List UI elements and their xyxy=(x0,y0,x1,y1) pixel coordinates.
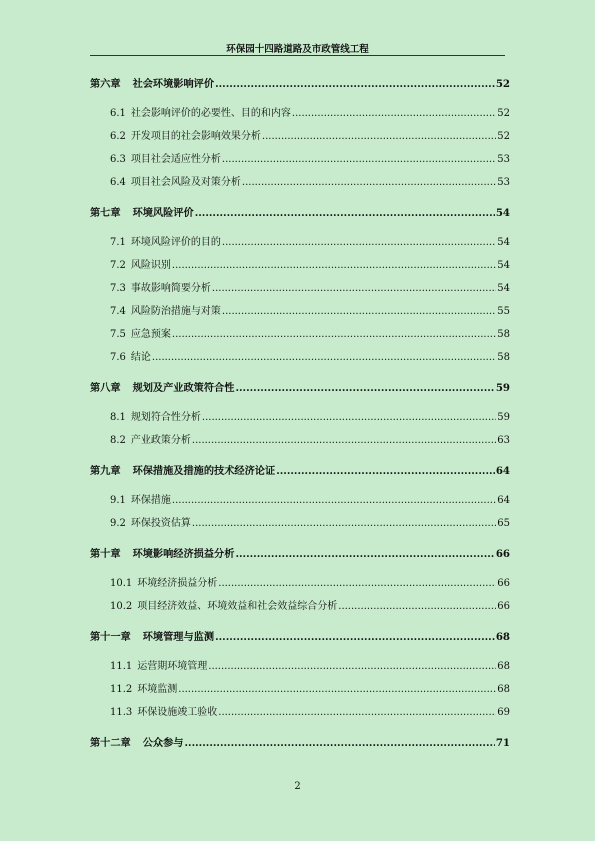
toc-chapter-entry[interactable] xyxy=(90,206,510,220)
toc-page-number: 58 xyxy=(497,329,510,340)
toc-entry-title: 风险识别 xyxy=(130,260,171,271)
toc-entry-number: 第八章 xyxy=(90,382,121,394)
dot-leader xyxy=(172,259,496,273)
toc-entry-title: 环境监测 xyxy=(137,684,178,695)
dot-leader xyxy=(235,381,494,395)
toc-page-number: 54 xyxy=(497,237,510,248)
toc-page-number: 53 xyxy=(497,177,510,188)
dot-leader xyxy=(178,683,496,697)
toc-entry-number: 10.2 xyxy=(110,601,133,612)
dot-leader xyxy=(222,153,496,167)
toc-page-number: 66 xyxy=(495,548,510,560)
dot-leader xyxy=(172,328,496,342)
toc-entry-title: 规划符合性分析 xyxy=(130,412,201,423)
toc-entry-title: 环保设施竣工验收 xyxy=(137,707,218,718)
toc-entry-number: 7.4 xyxy=(110,306,126,317)
toc-section-entry[interactable] xyxy=(110,683,510,697)
toc-entry-number: 6.3 xyxy=(110,154,126,165)
toc-entry-title: 社会影响评价的必要性、目的和内容 xyxy=(130,108,291,119)
toc-page-number: 65 xyxy=(497,518,510,529)
toc-entry-number: 7.5 xyxy=(110,329,126,340)
dot-leader xyxy=(195,206,495,220)
toc-entry-number: 10.1 xyxy=(110,578,133,589)
toc-entry-title: 环境风险评价的目的 xyxy=(130,237,221,248)
toc-page-number: 52 xyxy=(497,108,510,119)
toc-page-number: 64 xyxy=(495,465,510,477)
toc-entry-number: 11.2 xyxy=(110,684,133,695)
toc-section-entry[interactable] xyxy=(110,494,510,508)
toc-page-number: 68 xyxy=(497,661,510,672)
toc-entry-title: 环保措施 xyxy=(130,495,171,506)
toc-page-number: 55 xyxy=(497,306,510,317)
toc-section-entry[interactable] xyxy=(110,577,510,591)
dot-leader xyxy=(218,706,496,720)
toc-section-entry[interactable] xyxy=(110,153,510,167)
toc-page-number: 52 xyxy=(497,131,510,142)
toc-page-number: 58 xyxy=(497,352,510,363)
toc-chapter-entry[interactable] xyxy=(90,736,510,750)
toc-entry-title: 环保投资估算 xyxy=(130,518,191,529)
toc-entry-title: 应急预案 xyxy=(130,329,171,340)
toc-page-number: 54 xyxy=(495,207,510,219)
toc-entry-title: 环保措施及措施的技术经济论证 xyxy=(132,465,276,477)
toc-page-number: 54 xyxy=(497,260,510,271)
toc-page-number: 54 xyxy=(497,283,510,294)
toc-page-number: 68 xyxy=(497,684,510,695)
toc-entry-number: 9.2 xyxy=(110,518,126,529)
header-title: 环保园十四路道路及市政管线工程 xyxy=(226,44,369,55)
dot-leader xyxy=(242,176,496,190)
dot-leader xyxy=(338,600,496,614)
toc-page-number: 64 xyxy=(497,495,510,506)
dot-leader xyxy=(192,434,496,448)
dot-leader xyxy=(292,107,496,121)
dot-leader xyxy=(215,630,495,644)
toc-entry-title: 项目经济效益、环境效益和社会效益综合分析 xyxy=(137,601,338,612)
toc-chapter-entry[interactable] xyxy=(90,547,510,561)
toc-entry-title: 项目社会风险及对策分析 xyxy=(130,177,241,188)
toc-section-entry[interactable] xyxy=(110,305,510,319)
toc-section-entry[interactable] xyxy=(110,259,510,273)
toc-entry-title: 开发项目的社会影响效果分析 xyxy=(130,131,261,142)
toc-section-entry[interactable] xyxy=(110,434,510,448)
toc-page-number: 52 xyxy=(495,78,510,90)
toc-page-number: 59 xyxy=(497,412,510,423)
toc-entry-number: 第十一章 xyxy=(90,631,131,643)
toc-entry-title: 项目社会适应性分析 xyxy=(130,154,221,165)
toc-entry-number: 6.1 xyxy=(110,108,126,119)
toc-entry-title: 环境风险评价 xyxy=(132,207,194,219)
toc-chapter-entry[interactable] xyxy=(90,630,510,644)
toc-section-entry[interactable] xyxy=(110,176,510,190)
page-number: 2 xyxy=(294,781,301,792)
toc-page-number: 66 xyxy=(497,578,510,589)
dot-leader xyxy=(218,577,496,591)
toc-page-number: 71 xyxy=(495,737,510,749)
toc-entry-title: 规划及产业政策符合性 xyxy=(132,382,235,394)
toc-entry-number: 第七章 xyxy=(90,207,121,219)
dot-leader xyxy=(222,236,496,250)
toc-entry-title: 环境经济损益分析 xyxy=(137,578,218,589)
toc-entry-number: 7.6 xyxy=(110,352,126,363)
toc-entry-number: 6.4 xyxy=(110,177,126,188)
toc-section-entry[interactable] xyxy=(110,351,510,365)
toc-page-number: 53 xyxy=(497,154,510,165)
toc-entry-number: 8.1 xyxy=(110,412,126,423)
toc-section-entry[interactable] xyxy=(110,107,510,121)
toc-section-entry[interactable] xyxy=(110,517,510,531)
dot-leader xyxy=(262,130,496,144)
toc-entry-number: 9.1 xyxy=(110,495,126,506)
toc-section-entry[interactable] xyxy=(110,282,510,296)
dot-leader xyxy=(185,736,495,750)
toc-page-number: 69 xyxy=(497,707,510,718)
dot-leader xyxy=(222,305,496,319)
toc-entry-title: 事故影响简要分析 xyxy=(130,283,211,294)
toc-section-entry[interactable] xyxy=(110,411,510,425)
dot-leader xyxy=(152,351,496,365)
header-divider xyxy=(90,55,505,56)
toc-entry-number: 第九章 xyxy=(90,465,121,477)
toc-section-entry[interactable] xyxy=(110,600,510,614)
toc-entry-title: 环境管理与监测 xyxy=(142,631,215,643)
dot-leader xyxy=(172,494,496,508)
toc-section-entry[interactable] xyxy=(110,328,510,342)
toc-entry-number: 8.2 xyxy=(110,435,126,446)
toc-entry-title: 结论 xyxy=(130,352,151,363)
toc-chapter-entry[interactable] xyxy=(90,381,510,395)
toc-entry-title: 风险防治措施与对策 xyxy=(130,306,221,317)
toc-entry-number: 7.1 xyxy=(110,237,126,248)
dot-leader xyxy=(235,547,494,561)
toc-entry-number: 第十二章 xyxy=(90,737,131,749)
toc-entry-title: 公众参与 xyxy=(142,737,184,749)
toc-entry-number: 第六章 xyxy=(90,78,121,90)
toc-section-entry[interactable] xyxy=(110,706,510,720)
dot-leader xyxy=(215,77,495,91)
toc-section-entry[interactable] xyxy=(110,236,510,250)
toc-entry-number: 11.3 xyxy=(110,707,133,718)
toc-section-entry[interactable] xyxy=(110,660,510,674)
dot-leader xyxy=(192,517,496,531)
toc-page-number: 68 xyxy=(495,631,510,643)
toc-entry-number: 7.3 xyxy=(110,283,126,294)
toc-page-number: 66 xyxy=(497,601,510,612)
toc-entry-number: 第十章 xyxy=(90,548,121,560)
toc-chapter-entry[interactable] xyxy=(90,77,510,91)
dot-leader xyxy=(208,660,496,674)
toc-page-number: 63 xyxy=(497,435,510,446)
toc-entry-number: 6.2 xyxy=(110,131,126,142)
toc-entry-title: 社会环境影响评价 xyxy=(132,78,215,90)
toc-entry-title: 运营期环境管理 xyxy=(137,661,208,672)
dot-leader xyxy=(276,464,495,478)
dot-leader xyxy=(202,411,496,425)
toc-entry-number: 7.2 xyxy=(110,260,126,271)
dot-leader xyxy=(212,282,496,296)
toc-entry-title: 环境影响经济损益分析 xyxy=(132,548,235,560)
toc-section-entry[interactable] xyxy=(110,130,510,144)
toc-entry-title: 产业政策分析 xyxy=(130,435,191,446)
toc-page-number: 59 xyxy=(495,382,510,394)
toc-chapter-entry[interactable] xyxy=(90,464,510,478)
toc-entry-number: 11.1 xyxy=(110,661,133,672)
